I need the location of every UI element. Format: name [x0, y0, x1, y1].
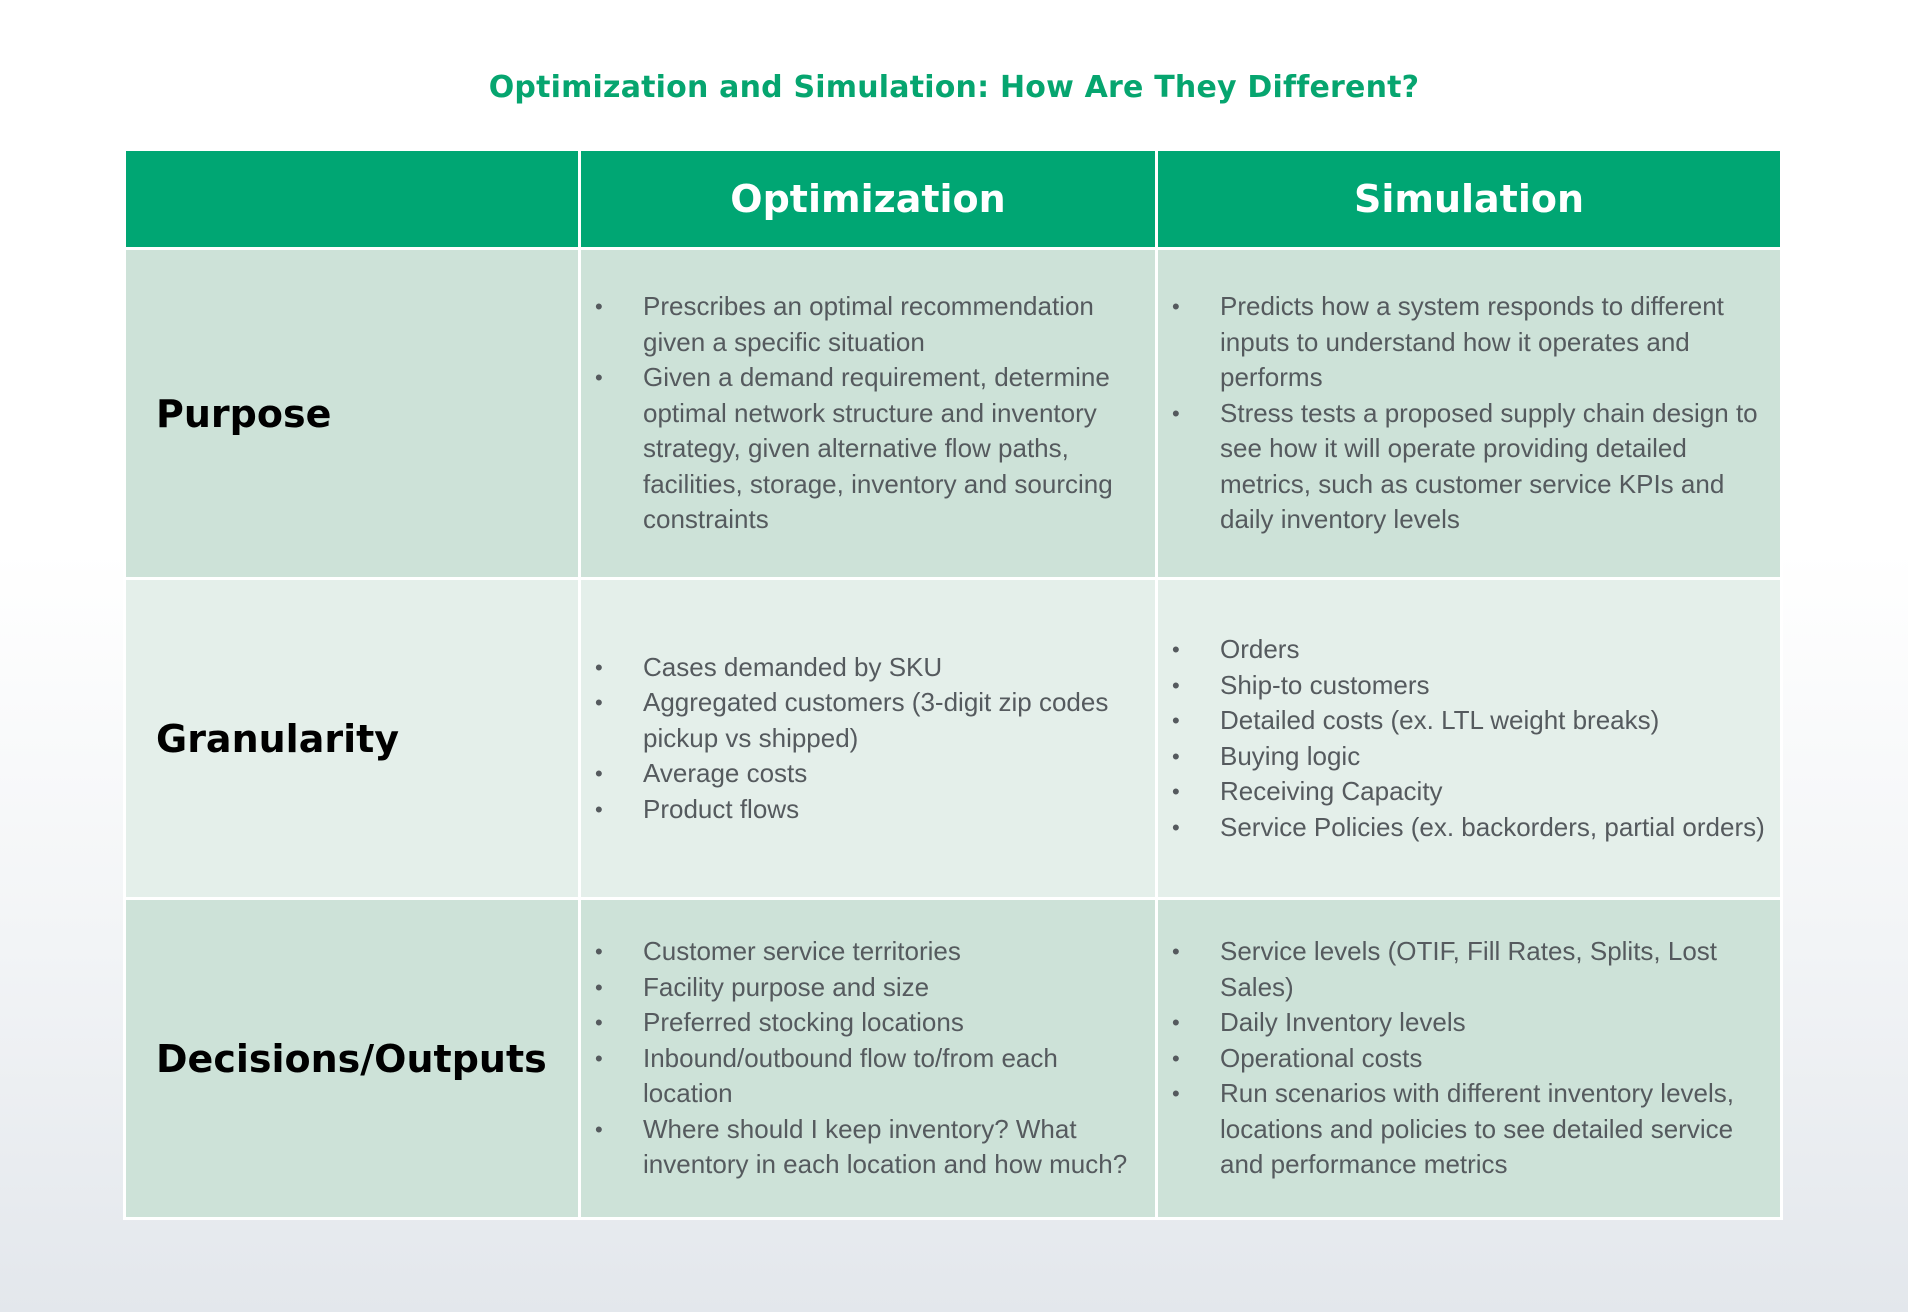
list-item: • Operational costs — [1172, 1041, 1766, 1077]
cell-purpose-optimization — [580, 249, 1157, 579]
cell-granularity-optimization — [580, 579, 1157, 899]
row-label-granularity: Granularity — [125, 579, 580, 899]
list-item: • Prescribes an optimal recommendation given a specific situation — [595, 289, 1141, 360]
header-simulation: Simulation — [1157, 150, 1782, 249]
list-item: • Service Policies (ex. backorders, partial orders) — [1172, 810, 1766, 846]
list-item: • Inbound/outbound flow to/from each location — [595, 1041, 1141, 1112]
list-item: • Given a demand requirement, determine optimal network structure and inventory strategy, given alternative flow paths, facilities, storage, inventory and sourcing constraints — [595, 360, 1141, 538]
list-item: • Product flows — [595, 792, 1141, 828]
bullet-list — [581, 289, 1155, 538]
list-item: • Predicts how a system responds to different inputs to understand how it operates and performs — [1172, 289, 1766, 396]
cell-decisions-simulation — [1157, 899, 1782, 1219]
list-item: • Stress tests a proposed supply chain design to see how it will operate providing detailed metrics, such as customer service KPIs and daily inventory levels — [1172, 396, 1766, 538]
table-header-row — [125, 150, 1782, 249]
list-item: • Customer service territories — [595, 934, 1141, 970]
bullet-list — [1158, 934, 1780, 1183]
list-item: • Preferred stocking locations — [595, 1005, 1141, 1041]
bullet-list — [581, 650, 1155, 828]
cell-decisions-optimization — [580, 899, 1157, 1219]
row-label-purpose: Purpose — [125, 249, 580, 579]
list-item: • Buying logic — [1172, 739, 1766, 775]
list-item: • Facility purpose and size — [595, 970, 1141, 1006]
list-item: • Ship-to customers — [1172, 668, 1766, 704]
table-row-granularity — [125, 579, 1782, 899]
page-title: Optimization and Simulation: How Are They Different? — [488, 70, 1420, 105]
list-item: • Where should I keep inventory? What inventory in each location and how much? — [595, 1112, 1141, 1183]
bullet-list — [1158, 632, 1780, 845]
list-item: • Receiving Capacity — [1172, 774, 1766, 810]
list-item: • Detailed costs (ex. LTL weight breaks) — [1172, 703, 1766, 739]
list-item: • Average costs — [595, 756, 1141, 792]
list-item: • Run scenarios with different inventory levels, locations and policies to see detailed service and performance metrics — [1172, 1076, 1766, 1183]
table-row-decisions-outputs — [125, 899, 1782, 1219]
list-item: • Service levels (OTIF, Fill Rates, Splits, Lost Sales) — [1172, 934, 1766, 1005]
list-item: • Orders — [1172, 632, 1766, 668]
cell-purpose-simulation — [1157, 249, 1782, 579]
list-item: • Aggregated customers (3-digit zip codes pickup vs shipped) — [595, 685, 1141, 756]
cell-granularity-simulation — [1157, 579, 1782, 899]
row-label-decisions-outputs: Decisions/Outputs — [125, 899, 580, 1219]
bullet-list — [581, 934, 1155, 1183]
table-row-purpose — [125, 249, 1782, 579]
header-corner-cell — [125, 150, 580, 249]
list-item: • Daily Inventory levels — [1172, 1005, 1766, 1041]
bullet-list — [1158, 289, 1780, 538]
header-optimization: Optimization — [580, 150, 1157, 249]
list-item: • Cases demanded by SKU — [595, 650, 1141, 686]
comparison-table — [123, 148, 1783, 1220]
